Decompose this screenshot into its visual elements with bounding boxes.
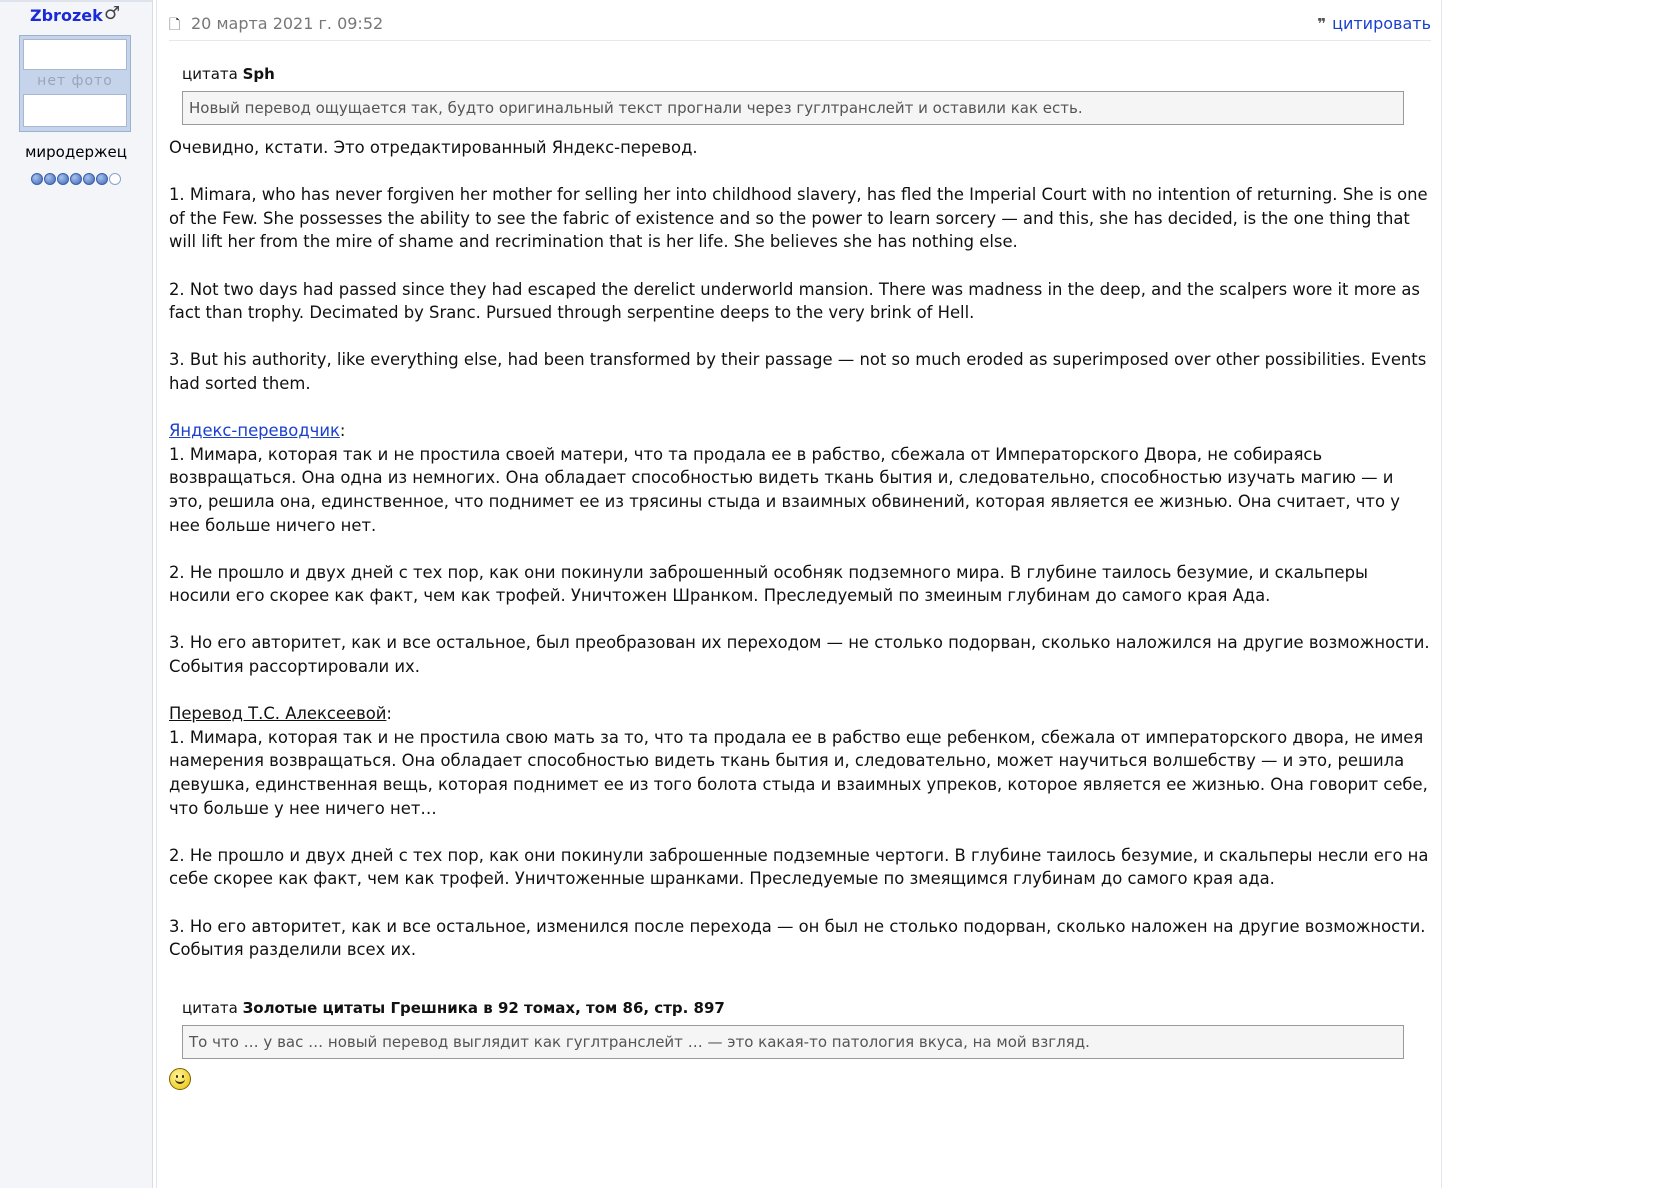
rank-dot-filled [44,173,56,185]
quote-marks-icon: ❞ [1317,15,1327,33]
rank-dot-filled [96,173,108,185]
rank-dot-filled [31,173,43,185]
smile-emoticon-icon [169,1068,191,1090]
quote-button-label: цитировать [1332,14,1431,33]
quote-caption-prefix: цитата [182,999,238,1017]
yandex-section: Яндекс-переводчик: [169,421,346,441]
quote-author: Sph [242,65,275,83]
avatar-frame-bottom [23,94,127,127]
original-paragraph-2: 2. Not two days had passed since they had escaped the derelict underworld mansion. There was madness in the deep, and the scalpers wore it more as fact than trophy. Decimated by Sranc. Pursued through serpentine deeps to the very brink of Hell. [169,279,1420,323]
sidebar-top-border [0,0,152,2]
emoticon-mouth [175,1078,185,1084]
alekseeva-section: Перевод Т.С. Алексеевой: [169,704,392,724]
male-symbol-icon: ♂ [104,3,121,24]
alekseeva-paragraph-2: 2. Не прошло и двух дней с тех пор, как они покинули заброшенные подземные чертоги. В глубине таилось безумие, и скальперы несли его на себе скорее как факт, чем как трофей. Уничтоженные шранками. Преследуемые по змеящимся глубинам до самого края ада. [169,845,1429,889]
alekseeva-label: Перевод Т.С. Алексеевой [169,704,387,724]
rank-dot-filled [83,173,95,185]
quote-caption-prefix: цитата [182,65,238,83]
user-sidebar [0,0,153,1188]
user-rank: миродержец [25,143,127,161]
quote-block [182,999,1404,1059]
rank-dot-filled [57,173,69,185]
post-body [169,136,1431,985]
avatar-placeholder [19,35,131,132]
quote-block [182,65,1404,125]
rank-level-indicator [31,173,122,187]
yandex-paragraph-3: 3. Но его авторитет, как и все остальное, был преобразован их переходом — не столько подорван, сколько наложился на другие возможности. События рассортировали их. [169,633,1430,677]
username-link[interactable]: Zbrozek [30,6,103,25]
yandex-translator-link[interactable]: Яндекс-переводчик [169,421,340,441]
quote-caption [182,65,1404,83]
quote-text: То что … у вас … новый перевод выглядит как гуглтранслейт … — это какая-то патология вкуса, на мой взгляд. [182,1025,1404,1059]
forum-post [156,0,1442,1188]
alekseeva-paragraph-1: 1. Мимара, которая так и не простила свою мать за то, что та продала ее в рабство еще ребенком, сбежала от императорского двора, не имея намерения возвращаться. Она обладает способностью видеть ткань бытия и, следовательно, может научиться волшебству — и это, решила девушка, единственная вещь, которая поднимет ее из того болота стыда и взаимных упреков, которое является ее жизнью. Она говорит себе, что больше у нее ничего нет… [169,727,1428,818]
post-date: 20 марта 2021 г. 09:52 [191,14,384,33]
yandex-paragraph-2: 2. Не прошло и двух дней с тех пор, как они покинули заброшенный особняк подземного мира. В глубине таилось безумие, и скальперы носили его скорее как факт, чем как трофей. Уничтожен Шранком. Преследуемый по змеиным глубинам до самого края Ада. [169,562,1368,606]
no-photo-label: нет фото [37,73,113,89]
rank-dot-filled [70,173,82,185]
quote-author: Золотые цитаты Грешника в 92 томах, том 86, стр. 897 [242,999,725,1017]
quote-text: Новый перевод ощущается так, будто оригинальный текст прогнали через гуглтранслейт и оставили как есть. [182,91,1404,125]
post-intro: Очевидно, кстати. Это отредактированный Яндекс-перевод. [169,138,698,157]
original-paragraph-1: 1. Mimara, who has never forgiven her mother for selling her into childhood slavery, has fled the Imperial Court with no intention of returning. She is one of the Few. She possesses the ability to see the fabric of existence and so the power to learn sorcery — and this, she has decided, is the one thing that will lift her from the mire of shame and recrimination that is her life. She believes she has nothing else. [169,185,1428,252]
quote-button[interactable] [1317,14,1431,33]
yandex-paragraph-1: 1. Мимара, которая так и не простила своей матери, что та продала ее в рабство, сбежала от Императорского Двора, не собираясь возвращаться. Она одна из немногих. Она обладает способностью видеть ткань бытия и, следовательно, способностью изучать магию — и это, решила она, единственное, что поднимет ее из трясины стыда и взаимных обвинений, которая является ее жизнью. Она считает, что у нее больше ничего нет. [169,444,1400,535]
alekseeva-paragraph-3: 3. Но его авторитет, как и все остальное, изменился после перехода — он был не столько подорван, сколько наложен на другие возможности. События разделили всех их. [169,916,1426,960]
original-paragraph-3: 3. But his authority, like everything else, had been transformed by their passage — not so much eroded as superimposed over other possibilities. Events had sorted them. [169,350,1427,393]
quote-caption [182,999,1404,1017]
rank-dot-empty [109,173,121,185]
avatar-frame-top [23,39,127,70]
post-header [169,12,1431,41]
post-permalink-icon[interactable]: 🗋 [169,17,181,33]
